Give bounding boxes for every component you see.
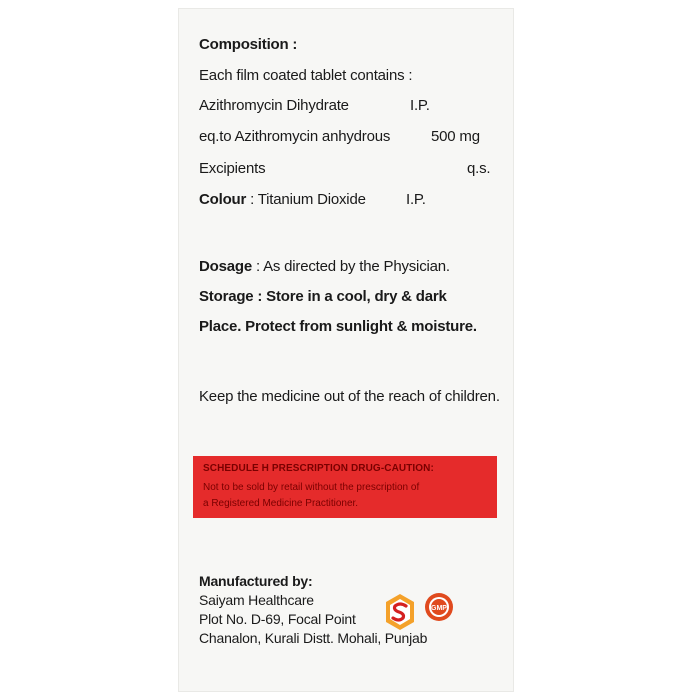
storage-line-1: Storage : Store in a cool, dry & dark (199, 288, 447, 305)
colour-line (199, 191, 366, 208)
ingredient-value: 500 mg (431, 128, 480, 145)
gmp-seal-text: GMP (431, 605, 447, 612)
ingredient-value: q.s. (467, 160, 491, 177)
ingredient-name: Azithromycin Dihydrate (199, 97, 349, 114)
colour-value: I.P. (406, 191, 426, 208)
company-s-logo-icon (383, 592, 417, 632)
colour-label: Colour (199, 191, 247, 208)
composition-heading: Composition : (199, 36, 298, 53)
storage-line-2: Place. Protect from sunlight & moisture. (199, 318, 477, 335)
dosage-label: Dosage (199, 258, 252, 275)
ingredient-value: I.P. (410, 97, 430, 114)
ingredient-name: eq.to Azithromycin anhydrous (199, 128, 391, 145)
manufacturer-name: Saiyam Healthcare (199, 592, 314, 608)
dosage-text: : As directed by the Physician. (255, 258, 450, 275)
composition-intro: Each film coated tablet contains : (199, 67, 413, 84)
manufacturer-address-2: Chanalon, Kurali Distt. Mohali, Punjab (199, 630, 428, 646)
caution-line-1: Not to be sold by retail without the prescription of (203, 482, 420, 493)
colour-text: : Titanium Dioxide (250, 191, 366, 208)
dosage-line (199, 258, 450, 275)
manufacturer-address-1: Plot No. D-69, Focal Point (199, 611, 356, 627)
caution-heading: SCHEDULE H PRESCRIPTION DRUG-CAUTION: (203, 463, 434, 474)
caution-line-2: a Registered Medicine Practitioner. (203, 498, 359, 509)
manufacturer-heading: Manufactured by: (199, 573, 313, 589)
gmp-seal-icon (424, 592, 454, 622)
children-warning: Keep the medicine out of the reach of children. (199, 388, 500, 405)
caution-box (193, 456, 497, 518)
ingredient-name: Excipients (199, 160, 266, 177)
